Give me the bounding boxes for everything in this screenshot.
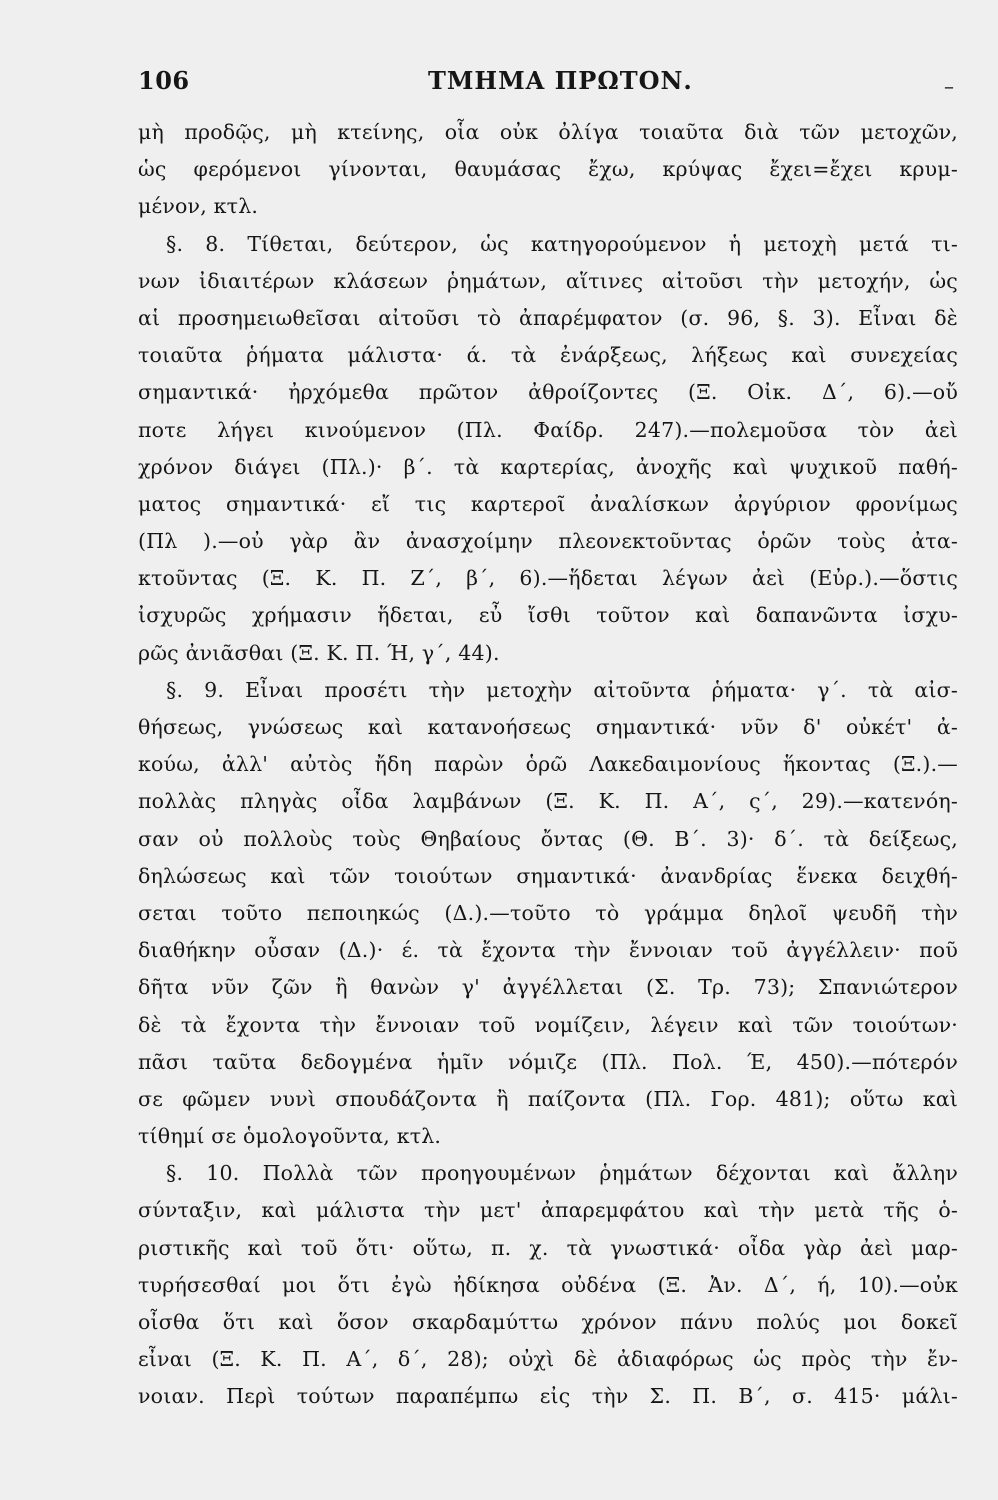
text-line: σε φῶμεν νυνὶ σπουδάζοντα ἢ παίζοντα (Πλ. Γορ. 481); οὕτω καὶ bbox=[138, 1086, 958, 1111]
text-line: τυρήσεσθαί μοι ὅτι ἐγὼ ἠδίκησα οὐδένα (Ξ. Ἀν. Δ΄, ή, 10).—οὐκ bbox=[138, 1272, 958, 1297]
text-line: οἶσθα ὅτι καὶ ὅσον σκαρδαμύττω χρόνον πάνυ πολύς μοι δοκεῖ bbox=[138, 1310, 958, 1334]
text-line: χρόνον διάγει (Πλ.)· β΄. τὰ καρτερίας, ἀνοχῆς καὶ ψυχικοῦ παθή- bbox=[138, 454, 958, 479]
text-line: ριστικῆς καὶ τοῦ ὅτι· οὕτω, π. χ. τὰ γνωστικά· οἶδα γὰρ ἀεὶ μαρ- bbox=[138, 1235, 958, 1260]
text-line: δὲ τὰ ἔχοντα τὴν ἔννοιαν τοῦ νομίζειν, λέγειν καὶ τῶν τοιούτων· bbox=[138, 1012, 958, 1037]
text-line: ἰσχυρῶς χρήμασιν ἥδεται, εὖ ἴσθι τοῦτον καὶ δαπανῶντα ἰσχυ- bbox=[138, 603, 958, 628]
text-line: τίθημί σε ὁμολογοῦντα, κτλ. bbox=[138, 1124, 442, 1149]
text-line: μὴ προδῷς, μὴ κτείνης, οἷα οὐκ ὀλίγα τοιαῦτα διὰ τῶν μετοχῶν, bbox=[138, 120, 958, 144]
text-line: ὡς φερόμενοι γίνονται, θαυμάσας ἔχω, κρύψας ἔχει=ἔχει κρυμ- bbox=[138, 157, 958, 182]
text-line: κτοῦντας (Ξ. Κ. Π. Ζ΄, β΄, 6).—ἥδεται λέγων ἀεὶ (Εὐρ.).—ὅστις bbox=[138, 566, 958, 591]
body-text bbox=[138, 114, 958, 1416]
text-line: θήσεως, γνώσεως καὶ κατανοήσεως σημαντικά· νῦν δ' οὐκέτ' ἀ- bbox=[138, 715, 958, 739]
text-line: ματος σημαντικά· εἴ τις καρτεροῖ ἀναλίσκων ἀργύριον φρονίμως bbox=[138, 491, 958, 516]
paragraph-start-line: §. 8. Τίθεται, δεύτερον, ὡς κατηγορούμενον ἡ μετοχὴ μετά τι- bbox=[166, 231, 958, 256]
running-title: ΤΜΗΜΑ ΠΡΩΤΟΝ. bbox=[428, 66, 693, 95]
text-line: αἱ προσημειωθεῖσαι αἰτοῦσι τὸ ἀπαρέμφατον (σ. 96, §. 3). Εἶναι δὲ bbox=[138, 305, 958, 330]
paragraph-start-line: §. 10. Πολλὰ τῶν προηγουμένων ῥημάτων δέχονται καὶ ἄλλην bbox=[166, 1161, 958, 1186]
text-line: ρῶς ἀνιᾶσθαι (Ξ. Κ. Π. Ή, γ΄, 44). bbox=[138, 640, 500, 665]
header-dash: – bbox=[944, 74, 954, 98]
paragraph-start-line: §. 9. Εἶναι προσέτι τὴν μετοχὴν αἰτοῦντα ῥήματα· γ΄. τὰ αἰσ- bbox=[166, 677, 958, 702]
page-header bbox=[138, 66, 958, 106]
page-number: 106 bbox=[138, 66, 190, 95]
text-line: τοιαῦτα ῥήματα μάλιστα· ά. τὰ ἐνάρξεως, λήξεως καὶ συνεχείας bbox=[138, 343, 958, 368]
text-line: σύνταξιν, καὶ μάλιστα τὴν μετ' ἀπαρεμφάτου καὶ τὴν μετὰ τῆς ὁ- bbox=[138, 1198, 958, 1223]
text-line: νων ἰδιαιτέρων κλάσεων ῥημάτων, αἵτινες αἰτοῦσι τὴν μετοχήν, ὡς bbox=[138, 268, 958, 293]
text-line: δῆτα νῦν ζῶν ἢ θανὼν γ' ἀγγέλλεται (Σ. Τρ. 73); Σπανιώτερον bbox=[138, 975, 958, 1000]
text-line: δηλώσεως καὶ τῶν τοιούτων σημαντικά· ἀνανδρίας ἕνεκα δειχθή- bbox=[138, 863, 958, 888]
text-line: ποτε λήγει κινούμενον (Πλ. Φαίδρ. 247).—πολεμοῦσα τὸν ἀεὶ bbox=[138, 417, 958, 442]
text-line: νοιαν. Περὶ τούτων παραπέμπω εἰς τὴν Σ. Π. Β΄, σ. 415· μάλι- bbox=[138, 1384, 958, 1409]
text-line: σαν οὐ πολλοὺς τοὺς Θηβαίους ὄντας (Θ. Β΄. 3)· δ΄. τὰ δείξεως, bbox=[138, 826, 958, 851]
text-line: μένον, κτλ. bbox=[138, 194, 259, 219]
text-line: εἶναι (Ξ. Κ. Π. Α΄, δ΄, 28); οὐχὶ δὲ ἀδιαφόρως ὡς πρὸς τὴν ἔν- bbox=[138, 1347, 958, 1372]
text-line: σημαντικά· ἠρχόμεθα πρῶτον ἀθροίζοντες (Ξ. Οἰκ. Δ΄, 6).—οὔ bbox=[138, 380, 958, 405]
text-line: σεται τοῦτο πεποιηκώς (Δ.).—τοῦτο τὸ γράμμα δηλοῖ ψευδῆ τὴν bbox=[138, 900, 958, 925]
text-line: διαθήκην οὖσαν (Δ.)· έ. τὰ ἔχοντα τὴν ἔννοιαν τοῦ ἀγγέλλειν· ποῦ bbox=[138, 938, 958, 963]
text-line: κούω, ἀλλ' αὐτὸς ἤδη παρὼν ὁρῶ Λακεδαιμονίους ἥκοντας (Ξ.).— bbox=[138, 752, 958, 777]
text-line: (Πλ ).—οὐ γὰρ ἂν ἀνασχοίμην πλεονεκτοῦντας ὁρῶν τοὺς ἀτα- bbox=[138, 529, 958, 554]
text-line: πολλὰς πληγὰς οἶδα λαμβάνων (Ξ. Κ. Π. Α΄, ς΄, 29).—κατενόη- bbox=[138, 789, 958, 814]
text-line: πᾶσι ταῦτα δεδογμένα ἡμῖν νόμιζε (Πλ. Πολ. Έ, 450).—πότερόν bbox=[138, 1049, 958, 1074]
